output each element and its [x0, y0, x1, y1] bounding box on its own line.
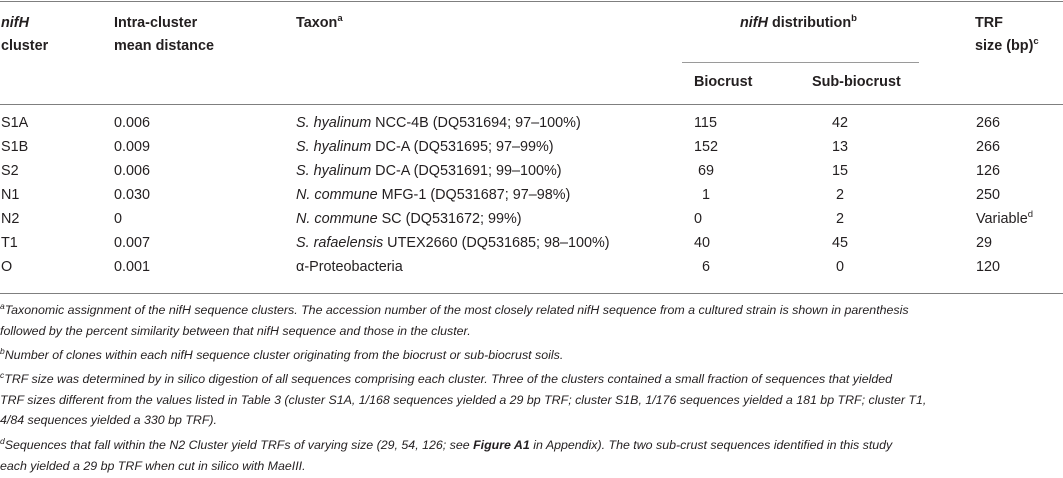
header-trf [975, 12, 1039, 58]
row-4-trf [976, 186, 1000, 204]
row-7-taxon-detail: α-Proteobacteria [296, 259, 403, 275]
row-2-cluster: S1B [1, 139, 29, 155]
row-5-trf-note: d [1027, 209, 1034, 220]
row-6-taxon [296, 234, 610, 252]
row-7-cluster: O [1, 259, 13, 275]
row-6-subbiocrust: 45 [832, 235, 849, 251]
row-6-distance: 0.007 [114, 235, 151, 251]
row-6-taxon-detail: UTEX2660 (DQ531685; 98–100%) [383, 235, 610, 251]
footnote-a [0, 300, 1060, 341]
row-7-biocrust: 6 [702, 259, 711, 275]
row-3-taxon-detail: DC-A (DQ531691; 99–100%) [371, 163, 562, 179]
row-5-subbiocrust: 2 [836, 211, 845, 227]
row-4-trf-value: 250 [976, 187, 1001, 203]
row-1-subbiocrust: 42 [832, 115, 849, 131]
row-4-cluster: N1 [1, 187, 20, 203]
header-cluster [1, 12, 48, 58]
footnote-d-line2: each yielded a 29 bp TRF when cut in silico with MaeIII. [0, 458, 306, 473]
footnote-a-line2: followed by the percent similarity between that nifH sequence and those in the cluster. [0, 323, 471, 338]
row-7-subbiocrust: 0 [836, 259, 845, 275]
row-5-distance: 0 [114, 211, 123, 227]
row-3-trf [976, 162, 1000, 180]
row-7-trf-value: 120 [976, 259, 1001, 275]
header-trf-line1: TRF [975, 15, 1003, 31]
header-distribution-label: distribution [767, 15, 852, 31]
row-6-trf-value: 29 [976, 235, 993, 251]
header-distribution [740, 12, 857, 35]
header-trf-note: c [1033, 36, 1039, 47]
row-2-subbiocrust: 13 [832, 139, 849, 155]
header-taxon [296, 12, 343, 35]
row-6-trf [976, 234, 992, 252]
footnote-c-line1: TRF size was determined by in silico digestion of all sequences comprising each cluster. Three of the clusters contained a small fraction of sequences that yielded [4, 372, 893, 386]
header-subbiocrust: Sub-biocrust [812, 74, 901, 90]
row-1-trf-value: 266 [976, 115, 1001, 131]
row-6-taxon-genus: S. rafaelensis [296, 235, 384, 251]
footnote-b-line1: Number of clones within each nifH sequence cluster originating from the biocrust or sub-biocrust soils. [4, 348, 564, 362]
row-1-taxon-detail: NCC-4B (DQ531694; 97–100%) [371, 115, 581, 131]
row-2-taxon [296, 138, 554, 156]
footnote-d-line1-start: Sequences that fall within the N2 Cluster yield TRFs of varying size (29, 54, 126; see [4, 438, 474, 452]
row-4-subbiocrust: 2 [836, 187, 845, 203]
row-4-taxon [296, 186, 570, 204]
row-5-trf [976, 210, 1033, 228]
row-6-biocrust: 40 [694, 235, 711, 251]
row-1-taxon-genus: S. hyalinum [296, 115, 372, 131]
row-2-trf [976, 138, 1000, 156]
footnote-c-line2: TRF sizes different from the values listed in Table 3 (cluster S1A, 1/168 sequences yielded a 29 bp TRF; cluster S1B, 1/176 sequences yielded a 181 bp TRF; cluster T1, [0, 392, 927, 407]
footnote-a-line1: Taxonomic assignment of the nifH sequence clusters. The accession number of the most closely related nifH sequence from a cultured strain is shown in parenthesis [4, 303, 909, 317]
row-5-taxon [296, 210, 522, 228]
figure-a1-reference: Figure A1 [473, 438, 530, 452]
header-distribution-gene: nifH [740, 15, 768, 31]
row-5-taxon-genus: N. commune [296, 211, 378, 227]
footnote-b [0, 345, 1060, 366]
header-cluster-label: cluster [1, 38, 49, 54]
row-1-biocrust: 115 [694, 115, 717, 131]
row-3-trf-value: 126 [976, 163, 1001, 179]
footnote-d [0, 435, 1060, 476]
row-5-taxon-detail: SC (DQ531672; 99%) [377, 211, 522, 227]
row-4-taxon-genus: N. commune [296, 187, 378, 203]
header-cluster-gene: nifH [1, 15, 29, 31]
footnote-b-mark: b [0, 346, 5, 356]
row-1-cluster: S1A [1, 115, 29, 131]
row-3-biocrust: 69 [698, 163, 715, 179]
header-taxon-label: Taxon [296, 15, 338, 31]
row-1-trf [976, 114, 1000, 132]
footnote-c-line3: 4/84 sequences yielded a 330 bp TRF). [0, 413, 217, 427]
row-2-taxon-detail: DC-A (DQ531695; 97–99%) [371, 139, 554, 155]
row-3-subbiocrust: 15 [832, 163, 849, 179]
row-3-cluster: S2 [1, 163, 19, 179]
row-1-distance: 0.006 [114, 115, 151, 131]
row-3-distance: 0.006 [114, 163, 151, 179]
table-bottom-rule [0, 293, 1063, 294]
row-3-taxon [296, 162, 562, 180]
row-4-distance: 0.030 [114, 187, 151, 203]
header-trf-line2: size (bp) [975, 38, 1034, 54]
footnote-d-line1-end: in Appendix). The two sub-crust sequences identified in this study [529, 438, 893, 452]
row-5-biocrust: 0 [694, 211, 703, 227]
row-7-trf [976, 258, 1000, 276]
row-7-distance: 0.001 [114, 259, 151, 275]
row-5-trf-value: Variable [976, 211, 1028, 227]
header-distance-line2: mean distance [114, 38, 214, 54]
row-2-distance: 0.009 [114, 139, 151, 155]
table-header-rule [0, 104, 1063, 105]
footnote-d-mark: d [0, 436, 5, 446]
row-3-taxon-genus: S. hyalinum [296, 163, 372, 179]
row-1-taxon [296, 114, 581, 132]
row-2-biocrust: 152 [694, 139, 719, 155]
header-distance [114, 12, 214, 58]
header-distance-line1: Intra-cluster [114, 15, 198, 31]
header-taxon-note: a [337, 13, 343, 24]
distribution-subrule [682, 62, 919, 63]
row-2-trf-value: 266 [976, 139, 1001, 155]
header-distribution-note: b [851, 13, 857, 24]
footnote-a-mark: a [0, 301, 5, 311]
header-biocrust: Biocrust [694, 74, 753, 90]
row-2-taxon-genus: S. hyalinum [296, 139, 372, 155]
row-7-taxon [296, 258, 403, 276]
row-5-cluster: N2 [1, 211, 20, 227]
row-4-biocrust: 1 [702, 187, 711, 203]
table-top-rule [0, 1, 1063, 2]
footnote-c-mark: c [0, 370, 5, 380]
footnote-c [0, 369, 1060, 431]
row-4-taxon-detail: MFG-1 (DQ531687; 97–98%) [377, 187, 571, 203]
row-6-cluster: T1 [1, 235, 18, 251]
